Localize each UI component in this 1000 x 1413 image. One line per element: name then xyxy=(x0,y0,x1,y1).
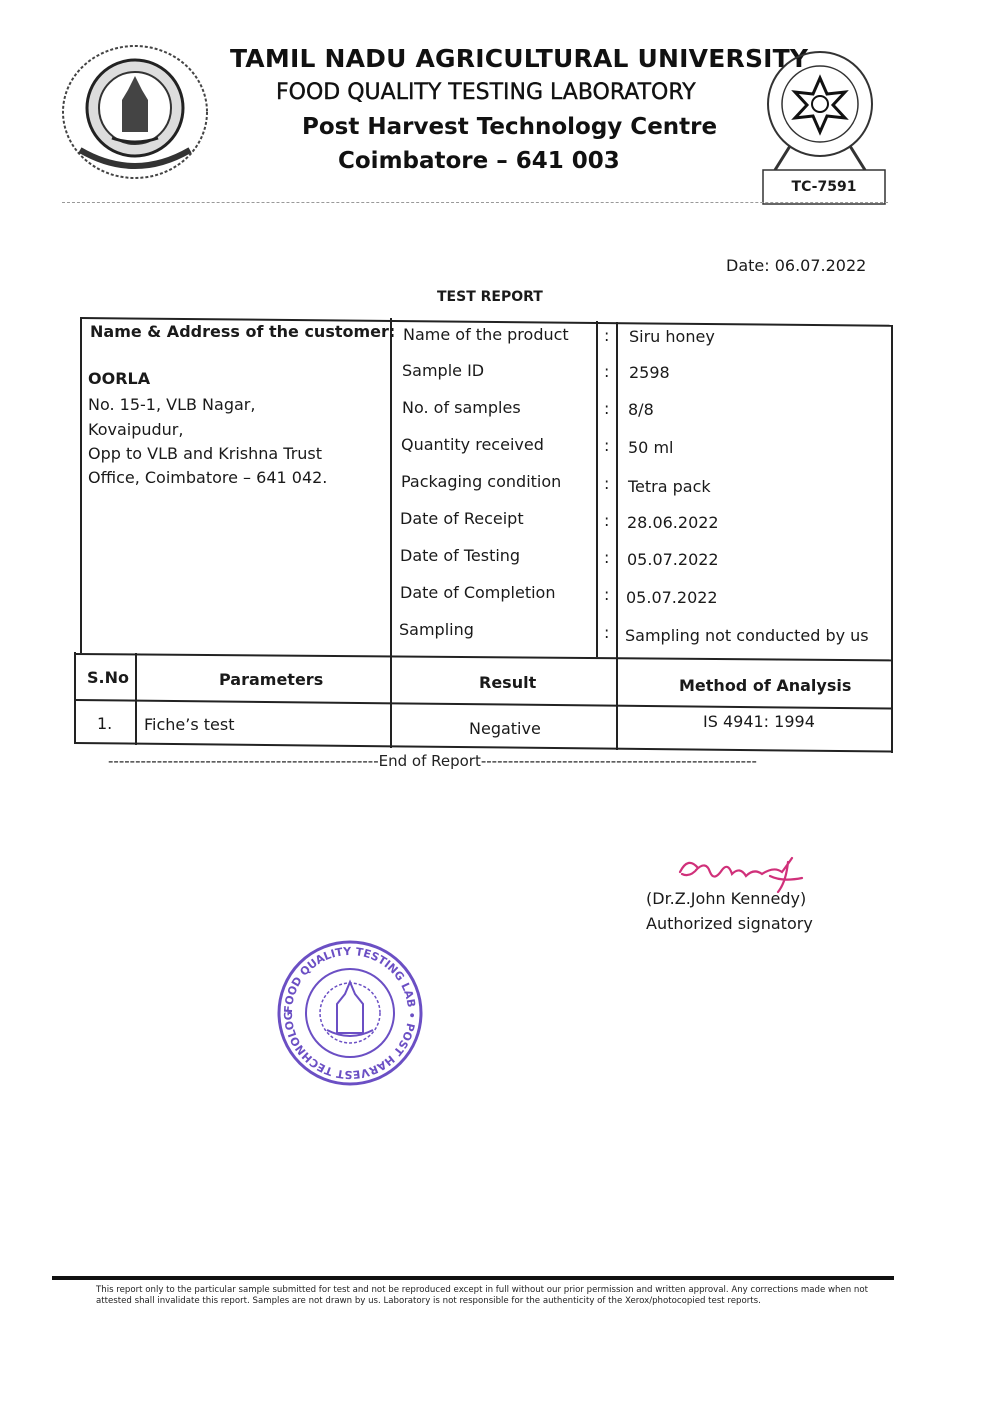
detail-value: Siru honey xyxy=(629,327,715,346)
detail-separator: : xyxy=(604,585,610,604)
report-date: Date: 06.07.2022 xyxy=(726,256,867,275)
table-divider-details xyxy=(75,653,892,661)
row-sno: 1. xyxy=(97,714,113,733)
report-title: TEST REPORT xyxy=(437,289,543,305)
detail-label: Date of Completion xyxy=(400,583,556,602)
detail-separator: : xyxy=(604,399,610,418)
detail-label: Sample ID xyxy=(402,361,485,380)
detail-label: Name of the product xyxy=(403,325,569,344)
column-header-parameters: Parameters xyxy=(219,670,324,689)
detail-value: 05.07.2022 xyxy=(627,550,719,569)
table-divider-sno xyxy=(135,653,137,745)
customer-heading: Name & Address of the customer: xyxy=(90,322,396,341)
stamp-text: FOOD QUALITY TESTING LAB • POST HARVEST TECHNOLOG xyxy=(281,944,419,1082)
detail-separator: : xyxy=(604,436,610,455)
detail-label: Date of Receipt xyxy=(400,509,524,528)
laboratory-name: FOOD QUALITY TESTING LABORATORY xyxy=(276,80,696,105)
row-result: Negative xyxy=(469,719,541,738)
detail-value: 28.06.2022 xyxy=(627,513,719,532)
detail-label: Sampling xyxy=(399,620,474,639)
table-border-right xyxy=(891,325,893,753)
column-header-sno: S.No xyxy=(87,668,129,687)
footer-disclaimer: This report only to the particular sample submitted for test and not be reproduced except in full without our prior permission and written approval. Any corrections made when not attested shall invalidate this report. Samples are not drawn by us. Laboratory is not responsible for the authenticity of the Xerox/photocopied test reports. xyxy=(96,1285,869,1306)
customer-address-line: Opp to VLB and Krishna Trust xyxy=(88,444,323,463)
column-header-method: Method of Analysis xyxy=(679,676,852,695)
university-name: TAMIL NADU AGRICULTURAL UNIVERSITY xyxy=(230,44,809,73)
signatory-role: Authorized signatory xyxy=(646,914,813,933)
detail-separator: : xyxy=(604,548,610,567)
detail-value: 05.07.2022 xyxy=(626,588,718,607)
detail-value: Sampling not conducted by us xyxy=(625,626,869,645)
centre-name: Post Harvest Technology Centre xyxy=(302,114,718,140)
customer-address-line: Office, Coimbatore – 641 042. xyxy=(88,468,328,487)
row-method: IS 4941: 1994 xyxy=(703,712,815,731)
detail-separator: : xyxy=(604,362,610,381)
detail-value: 2598 xyxy=(629,363,670,382)
detail-separator: : xyxy=(604,326,610,345)
table-border-bottom xyxy=(75,742,892,752)
detail-separator: : xyxy=(604,623,610,642)
accreditation-number: TC-7591 xyxy=(791,179,857,195)
signatory-name: (Dr.Z.John Kennedy) xyxy=(646,889,807,908)
detail-value: Tetra pack xyxy=(628,477,711,496)
detail-value: 50 ml xyxy=(628,438,674,457)
detail-separator: : xyxy=(604,474,610,493)
customer-address-line: Kovaipudur, xyxy=(88,420,184,439)
end-of-report: --------------------------------------------------End of Report--------------------------------------------------- xyxy=(108,752,757,770)
laboratory-stamp xyxy=(275,938,425,1088)
header-divider xyxy=(62,202,888,203)
customer-name: OORLA xyxy=(88,369,151,388)
table-divider-colon-left xyxy=(596,321,598,657)
accreditation-logo xyxy=(755,42,890,210)
university-logo xyxy=(60,42,210,182)
detail-value: 8/8 xyxy=(628,400,654,419)
footer-divider xyxy=(52,1276,894,1280)
detail-label: No. of samples xyxy=(402,398,521,417)
detail-separator: : xyxy=(604,511,610,530)
table-divider-customer xyxy=(390,318,392,748)
table-divider-colon-right xyxy=(616,322,618,750)
table-border-left xyxy=(80,317,82,653)
table-divider-header xyxy=(75,699,892,709)
city-address: Coimbatore – 641 003 xyxy=(338,148,620,174)
detail-label: Quantity received xyxy=(401,435,544,454)
detail-label: Date of Testing xyxy=(400,546,521,565)
column-header-result: Result xyxy=(479,673,537,692)
row-parameter: Fiche’s test xyxy=(144,715,235,734)
customer-address-line: No. 15-1, VLB Nagar, xyxy=(88,395,256,414)
detail-label: Packaging condition xyxy=(401,472,562,491)
